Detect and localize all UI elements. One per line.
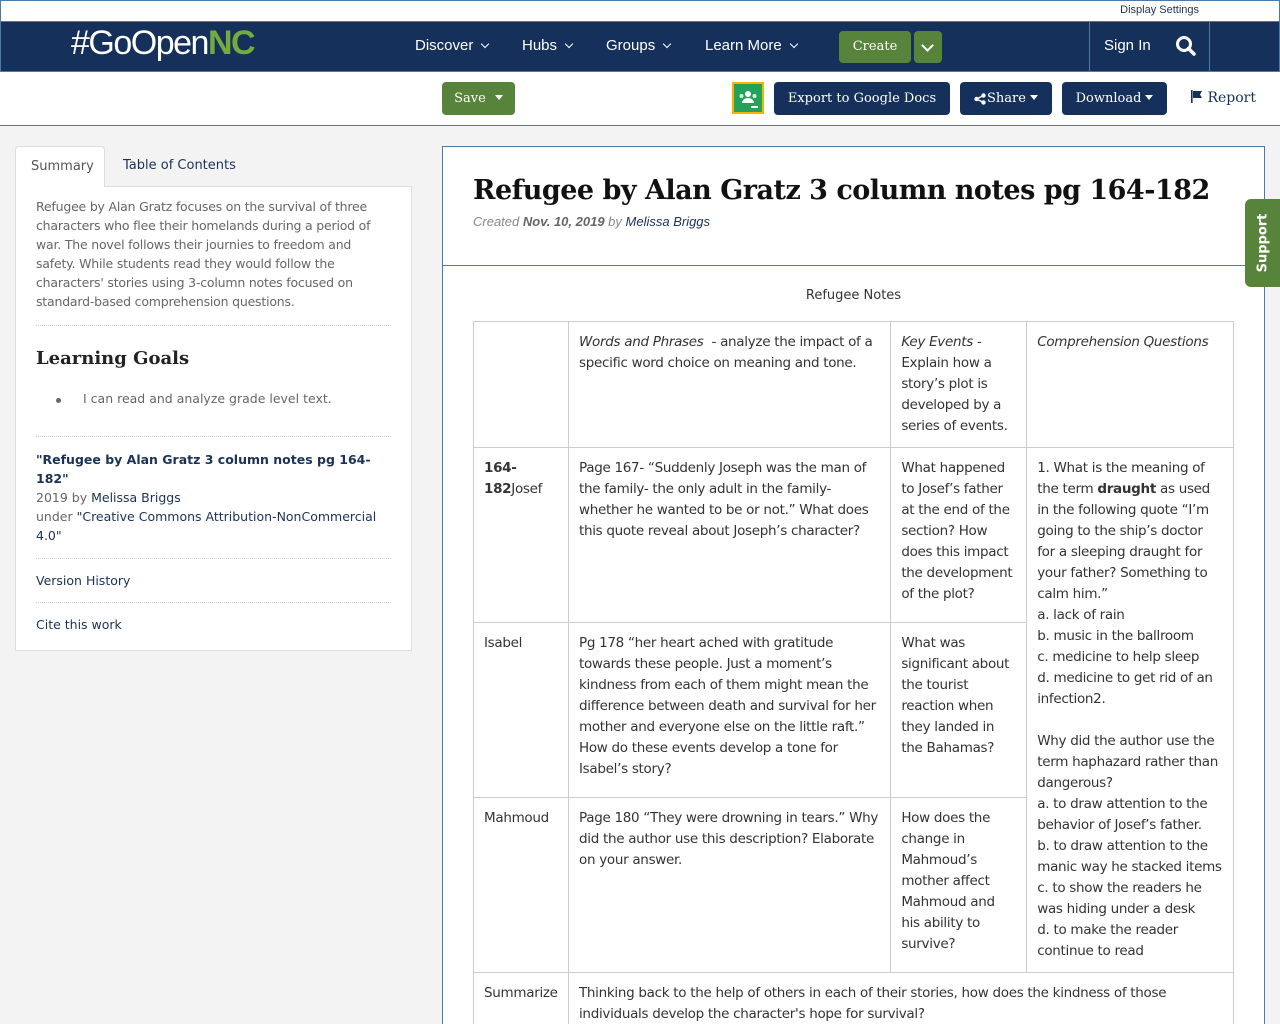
notes-caption: Refugee Notes xyxy=(805,288,902,303)
chevron-down-icon xyxy=(565,40,573,48)
question-2: Why did the author use the term haphazard rather than dangerous? xyxy=(1037,733,1219,791)
display-settings-link[interactable]: Display Settings xyxy=(1120,4,1199,16)
version-history-link[interactable]: Version History xyxy=(36,573,131,588)
save-button[interactable] xyxy=(442,82,515,115)
spacer xyxy=(1037,710,1223,731)
nav-groups-label: Groups xyxy=(606,37,656,54)
table-cell xyxy=(568,322,890,448)
answer-option: c. to show the readers he was hiding under a desk xyxy=(1037,880,1202,917)
created-label: Created xyxy=(473,214,523,229)
report-link[interactable] xyxy=(1190,90,1256,106)
summary-text: Refugee by Alan Gratz focuses on the survival of three characters who flee their homelands during a period of war. The novel follows their journies to freedom and safety. While students read they would follow the characters' stories using 3-column notes focused on standard-based comprehension questions. xyxy=(36,199,371,309)
nav-groups[interactable] xyxy=(606,37,670,54)
license-link[interactable]: "Creative Commons Attribution-NonCommercial 4.0" xyxy=(36,509,377,543)
caret-down-icon xyxy=(1030,95,1038,100)
cite-this-work-link[interactable]: Cite this work xyxy=(36,617,122,632)
nav-discover-label: Discover xyxy=(415,37,474,54)
resource-toolbar xyxy=(0,72,1280,126)
by-label: by xyxy=(604,214,626,229)
question-text: as used in the following quote “I’m going to the ship’s doctor for a sleeping draught for your father? Something to calm him.” xyxy=(1037,481,1210,602)
table-cell xyxy=(474,322,569,448)
table-cell: How does the change in Mahmoud’s mother affect Mahmoud and his ability to survive? xyxy=(891,798,1027,973)
table-cell: What happened to Josef’s father at the end of the section? How does this impact the development of the plot? xyxy=(891,448,1027,623)
chevron-down-icon xyxy=(663,40,671,48)
export-google-docs-button[interactable]: Export to Google Docs xyxy=(774,82,950,115)
answer-option: a. to draw attention to the behavior of Josef’s father. xyxy=(1037,796,1208,833)
resource-meta xyxy=(473,214,1234,229)
table-cell: Page 167- “Suddenly Joseph was the man of the family- the only adult in the family- whether he wanted to be or not.” What does this quote reveal about Joseph’s character? xyxy=(568,448,890,623)
share-icon xyxy=(974,93,986,105)
resource-content xyxy=(442,146,1265,1024)
learning-goals-heading: Learning Goals xyxy=(36,348,190,369)
notes-table xyxy=(473,321,1234,1024)
citation-block xyxy=(36,450,391,545)
table-row xyxy=(474,448,1234,623)
support-label: Support xyxy=(1255,213,1270,273)
search-icon[interactable] xyxy=(1175,35,1197,57)
download-button[interactable] xyxy=(1062,82,1167,115)
question-1 xyxy=(1037,458,1223,605)
summary-panel xyxy=(15,186,412,651)
nav-hubs-label: Hubs xyxy=(522,37,558,54)
character-name: Josef xyxy=(511,481,543,497)
bullet-icon xyxy=(56,398,61,403)
caret-down-icon xyxy=(1145,95,1153,100)
share-button[interactable] xyxy=(960,82,1052,115)
utility-bar xyxy=(0,0,1280,21)
citation-title: "Refugee by Alan Gratz 3 column notes pg 164-182" xyxy=(36,452,371,486)
sidebar xyxy=(15,146,412,651)
citation-author-link[interactable]: Melissa Briggs xyxy=(91,490,181,505)
support-tab[interactable] xyxy=(1245,199,1280,287)
save-label: Save xyxy=(454,91,486,106)
nav-divider xyxy=(1209,22,1210,71)
table-cell: Page 180 “They were drowning in tears.” Why did the author use this description? Elaborate on your answer. xyxy=(568,798,890,973)
create-dropdown-button[interactable] xyxy=(914,31,942,63)
learning-goal-text: I can read and analyze grade level text. xyxy=(83,391,332,406)
table-cell xyxy=(1027,322,1234,448)
flag-icon xyxy=(1190,90,1203,103)
table-cell: What was significant about the tourist reaction when they landed in the Bahamas? xyxy=(891,623,1027,798)
nav-divider xyxy=(1089,22,1090,71)
column-heading: Key Events xyxy=(901,334,973,350)
question-keyword: draught xyxy=(1097,481,1156,497)
citation-under: under xyxy=(36,509,77,524)
site-logo[interactable] xyxy=(71,24,254,63)
answer-option: a. lack of rain xyxy=(1037,607,1125,623)
page-range: 164-182 xyxy=(484,460,517,497)
nav-discover[interactable] xyxy=(415,37,488,54)
table-cell xyxy=(891,322,1027,448)
chevron-down-icon xyxy=(921,39,934,52)
sign-in-link[interactable]: Sign In xyxy=(1104,37,1151,54)
download-label: Download xyxy=(1075,91,1142,106)
answer-option: c. medicine to help sleep xyxy=(1037,649,1200,665)
logo-suffix: NC xyxy=(207,24,255,62)
report-label: Report xyxy=(1207,90,1256,106)
divider xyxy=(36,436,391,437)
sidebar-tabs xyxy=(15,146,412,186)
summary-row xyxy=(474,973,1234,1024)
nav-learn-more[interactable] xyxy=(705,37,797,54)
learning-goal-item xyxy=(56,391,391,406)
column-heading: Words and Phrases xyxy=(578,334,704,350)
create-button[interactable]: Create xyxy=(839,31,911,63)
divider xyxy=(36,558,391,559)
column-description: - analyze the impact of a specific word choice on meaning and tone. xyxy=(578,334,877,371)
character-name: Mahmoud xyxy=(474,798,569,973)
divider xyxy=(36,602,391,603)
summary-label: Summarize xyxy=(474,973,569,1024)
citation-year: 2019 by xyxy=(36,490,92,505)
caret-down-icon xyxy=(495,95,503,100)
page-title: Refugee by Alan Gratz 3 column notes pg 164-182 xyxy=(473,175,1210,206)
question-text: 1. What is the meaning of the term xyxy=(1037,460,1205,497)
character-name: Isabel xyxy=(474,623,569,798)
tab-table-of-contents[interactable]: Table of Contents xyxy=(123,158,236,173)
table-cell xyxy=(474,448,569,623)
google-classroom-icon[interactable] xyxy=(732,82,764,114)
column-heading: Comprehension Questions xyxy=(1037,334,1209,350)
answer-option: d. medicine to get rid of an infection2. xyxy=(1037,670,1213,707)
answer-option: d. to make the reader continue to read xyxy=(1037,922,1178,959)
author-link[interactable]: Melissa Briggs xyxy=(625,214,711,229)
tab-summary[interactable]: Summary xyxy=(15,146,105,187)
answer-option: b. to draw attention to the manic way he stacked items xyxy=(1037,838,1222,875)
resource-header xyxy=(443,147,1264,266)
logo-prefix: #GoOpen xyxy=(71,24,208,62)
table-cell: Pg 178 “her heart ached with gratitude towards these people. Just a moment’s kindness from each of them might mean the difference between death and survival for her mother and everyone else on the little raft.” How do these events develop a tone for Isabel’s story? xyxy=(568,623,890,798)
summary-prompt: Thinking back to the help of others in each of their stories, how does the kindness of those individuals develop the character's hope for survival? xyxy=(568,973,1233,1024)
column-description: - Explain how a story’s plot is developed by a series of events. xyxy=(901,334,1008,434)
chevron-down-icon xyxy=(481,40,489,48)
created-date: Nov. 10, 2019 xyxy=(522,214,605,229)
answer-option: b. music in the ballroom xyxy=(1037,628,1194,644)
comprehension-questions-cell xyxy=(1027,448,1234,973)
table-header-row xyxy=(474,322,1234,448)
share-label: Share xyxy=(987,91,1026,106)
chevron-down-icon xyxy=(789,40,797,48)
nav-hubs[interactable] xyxy=(522,37,572,54)
divider xyxy=(36,325,391,326)
main-navbar xyxy=(0,21,1280,72)
nav-learn-more-label: Learn More xyxy=(705,37,782,54)
